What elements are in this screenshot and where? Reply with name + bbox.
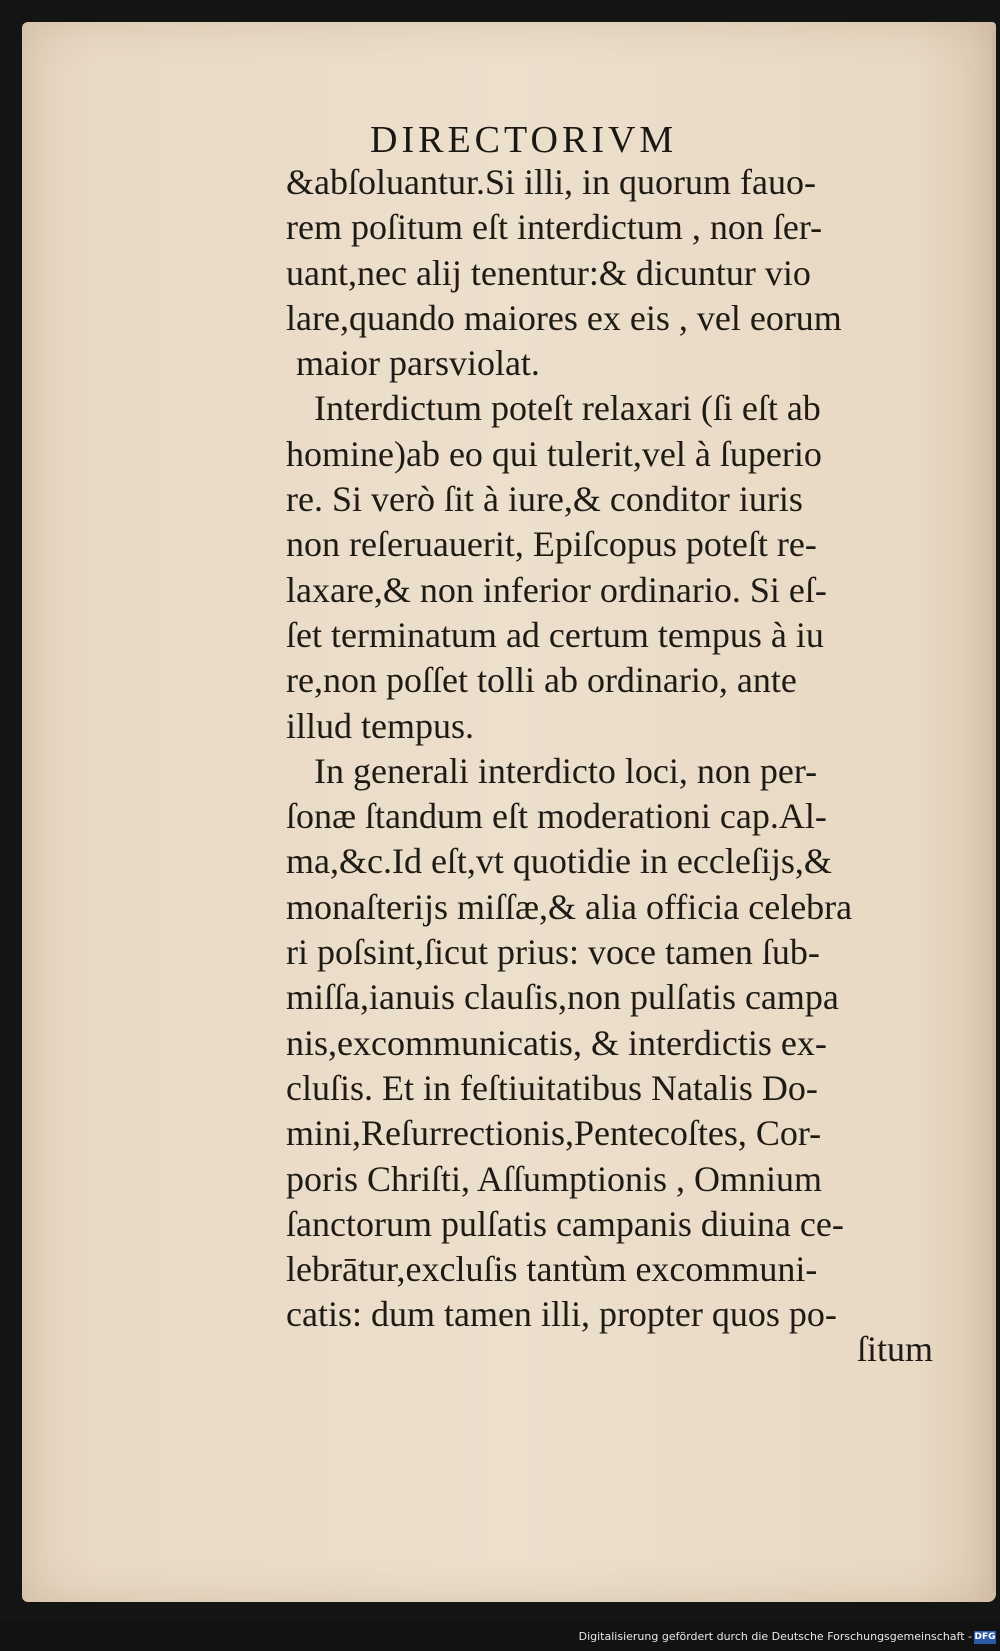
text-line: In generali interdicto loci, non per- (314, 750, 818, 791)
text-line: non reſeruauerit, Epiſcopus poteſt re- (286, 524, 817, 565)
text-line: nis,excommunicatis, & interdictis ex- (286, 1022, 827, 1063)
footer-bar (0, 1621, 1000, 1651)
text-line: homine)ab eo qui tulerit,vel à ſuperio (286, 433, 822, 474)
dfg-logo-icon: DFG (974, 1632, 996, 1642)
digitization-credit: Digitalisierung gefördert durch die Deutsche Forschungsgemeinschaft - (578, 1630, 972, 1643)
text-line: ſanctorum pulſatis campanis diuina ce- (286, 1203, 844, 1244)
text-line: catis: dum tamen illi, propter quos po- (286, 1294, 837, 1335)
body-text (286, 160, 928, 1338)
text-line: ſonæ ſtandum eſt moderationi cap.Al- (286, 796, 827, 837)
text-line: poris Chriſti, Aſſumptionis , Omnium (286, 1158, 823, 1199)
text-line: ma,&c.Id eſt,vt quotidie in eccleſijs,& (286, 841, 832, 882)
text-line: re. Si verò ſit à iure,& conditor iuris (286, 479, 803, 520)
text-line: illud tempus. (286, 705, 474, 746)
text-line: &abſoluantur.Si illi, in quorum fauo- (286, 162, 816, 202)
text-line: maior parsviolat. (296, 343, 540, 384)
text-line: ſet terminatum ad certum tempus à iu (286, 614, 824, 655)
running-head: DIRECTORIVM (370, 119, 678, 161)
catchword: ſitum (857, 1329, 934, 1369)
text-line: monaſterijs miſſæ,& alia officia celebra (286, 886, 853, 927)
text-line: ri poſsint,ſicut prius: voce tamen ſub- (286, 932, 820, 973)
text-line: re,non poſſet tolli ab ordinario, ante (286, 660, 797, 701)
text-line: Interdictum poteſt relaxari (ſi eſt ab (314, 388, 821, 429)
text-line: laxare,& non inferior ordinario. Si eſ- (286, 569, 827, 610)
text-line: lebrātur,excluſis tantùm excommuni- (286, 1249, 818, 1290)
text-line: uant,nec alij tenentur:& dicuntur vio (286, 252, 811, 293)
text-line: lare,quando maiores ex eis , vel eorum (286, 297, 842, 338)
text-line: rem poſitum eſt interdictum , non ſer- (286, 207, 823, 248)
text-line: mini,Reſurrectionis,Pentecoſtes, Cor- (286, 1113, 822, 1154)
text-line: miſſa,ianuis clauſis,non pulſatis campa (286, 977, 839, 1018)
page-edge (992, 32, 996, 1592)
text-line: cluſis. Et in feſtiuitatibus Natalis Do- (286, 1067, 818, 1108)
